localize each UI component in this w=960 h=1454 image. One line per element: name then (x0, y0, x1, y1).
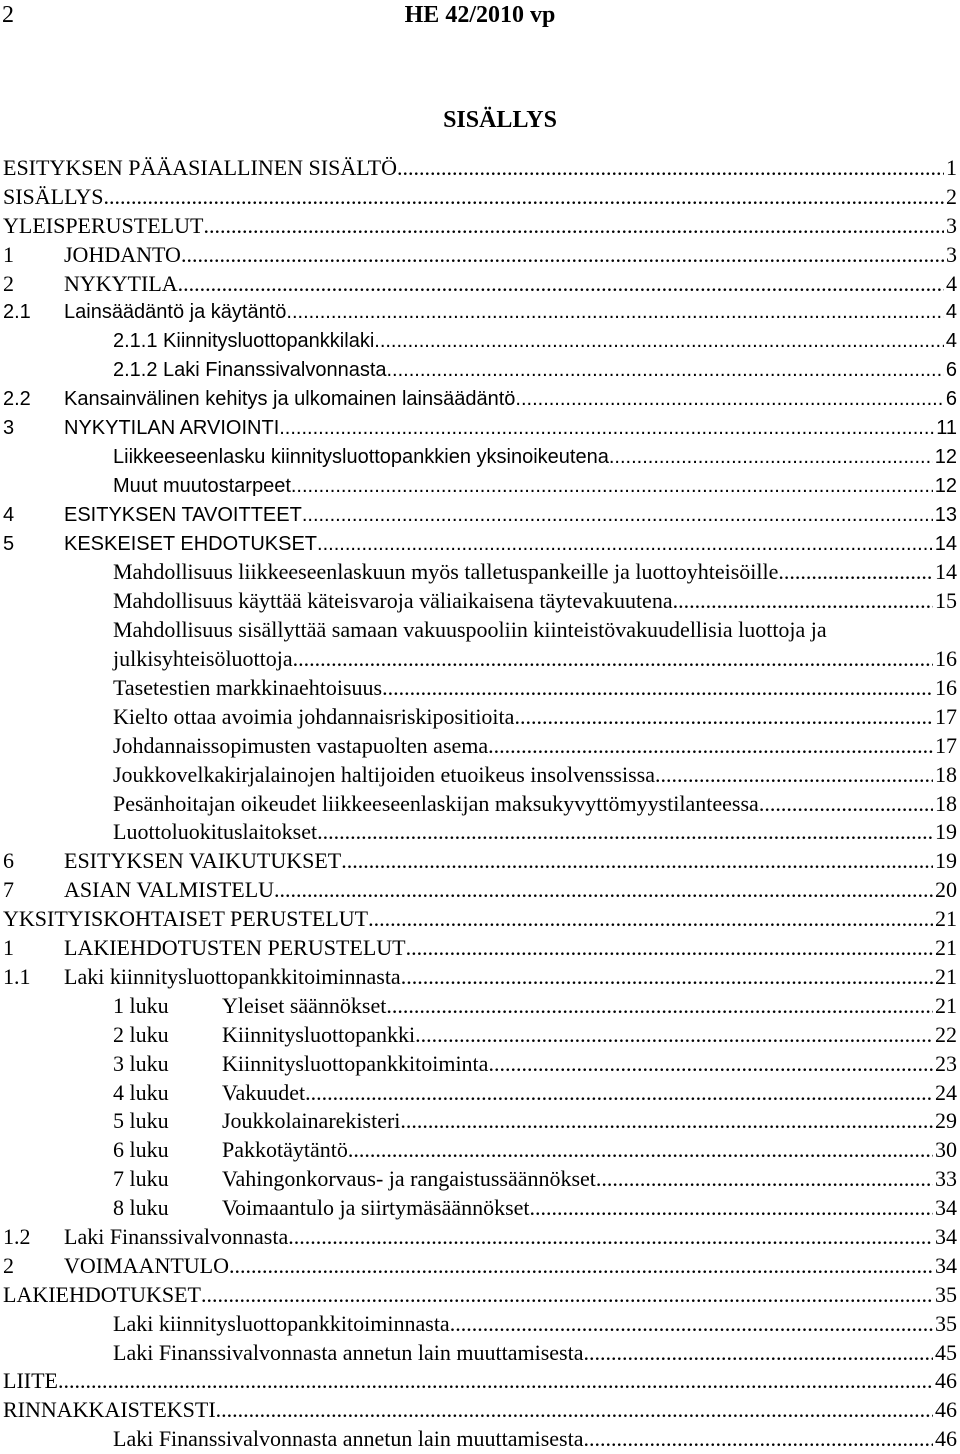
toc-entry-page: 18 (935, 761, 957, 787)
toc-entry[interactable] (0, 327, 960, 356)
toc-entry-title: Laki Finanssivalvonnasta (64, 1223, 289, 1249)
toc-entry-title: Pesänhoitajan oikeudet liikkeeseenlaskijan maksukyvyttömyystilanteessa (113, 790, 759, 816)
toc-entry-number: 2.2 (3, 388, 31, 411)
toc-entry-page: 34 (935, 1252, 957, 1278)
toc-entry[interactable] (0, 616, 960, 645)
toc-entry[interactable] (0, 154, 960, 183)
toc-entry[interactable] (0, 1396, 960, 1425)
toc-entry-number: 1 luku (113, 992, 169, 1018)
toc-entry-title: Voimaantulo ja siirtymäsäännökset (222, 1195, 530, 1221)
dot-leader (178, 270, 944, 299)
dot-leader (583, 1425, 933, 1454)
toc-entry-page: 2 (946, 183, 957, 209)
dot-leader (450, 1310, 933, 1339)
toc-entry-title: ASIAN VALMISTELU (64, 877, 275, 903)
toc-entry-page: 35 (935, 1281, 957, 1307)
toc-entry-title: 2.1.2 Laki Finanssivalvonnasta (113, 359, 387, 382)
toc-entry-number: 2 (3, 270, 14, 296)
dot-leader (317, 818, 933, 847)
dot-leader (374, 327, 944, 356)
dot-leader (386, 992, 933, 1021)
toc-entry-page: 21 (935, 963, 957, 989)
toc-entry-title: Laki Finanssivalvonnasta annetun lain muuttamisesta (113, 1426, 584, 1452)
dot-leader (759, 790, 933, 819)
toc-entry-page: 14 (934, 532, 957, 555)
toc-entry[interactable] (0, 1339, 960, 1368)
toc-entry-title: NYKYTILAN ARVIOINTI (64, 417, 280, 440)
toc-entry-page: 3 (946, 212, 957, 238)
toc-entry[interactable] (0, 847, 960, 876)
toc-entry-page: 3 (946, 241, 957, 267)
toc-entry-page: 19 (935, 819, 957, 845)
toc-entry[interactable] (0, 818, 960, 847)
toc-entry-title: Joukkolainarekisteri (222, 1108, 401, 1134)
toc-entry-number: 7 (3, 877, 14, 903)
toc-entry-title: Joukkovelkakirjalainojen haltijoiden etuoikeus insolvenssissa (113, 761, 655, 787)
dot-leader (596, 1165, 933, 1194)
toc-entry-number: 1 (3, 241, 14, 267)
toc-entry-title: Mahdollisuus liikkeeseenlaskuun myös talletuspankeille ja luottoyhteisöille (113, 559, 779, 585)
dot-leader (317, 530, 933, 559)
toc-entry[interactable] (0, 1050, 960, 1079)
toc-entry-page: 17 (935, 703, 957, 729)
dot-leader (348, 1136, 933, 1165)
toc-entry-page: 35 (935, 1310, 957, 1336)
toc-entry-title: YLEISPERUSTELUT (3, 212, 204, 238)
toc-entry-page: 45 (935, 1339, 957, 1365)
toc-entry-page: 4 (945, 330, 957, 353)
dot-leader (382, 674, 933, 703)
toc-entry[interactable] (0, 443, 960, 472)
toc-entry[interactable] (0, 414, 960, 443)
toc-entry-title: Pakkotäytäntö (222, 1137, 348, 1163)
toc-entry[interactable] (0, 761, 960, 790)
toc-entry-page: 15 (935, 588, 957, 614)
dot-leader (288, 1223, 933, 1252)
dot-leader (201, 1281, 933, 1310)
toc-entry-number: 8 luku (113, 1195, 169, 1221)
toc-entry-title: Tasetestien markkinaehtoisuus (113, 675, 383, 701)
toc-entry-page: 6 (945, 359, 957, 382)
toc-entry-page: 46 (935, 1368, 957, 1394)
toc-entry-page: 12 (934, 445, 957, 468)
toc-entry-page: 21 (935, 906, 957, 932)
toc-entry-number: 2 luku (113, 1021, 169, 1047)
dot-leader (401, 963, 933, 992)
toc-entry[interactable] (0, 876, 960, 905)
dot-leader (673, 587, 933, 616)
toc-entry-number: 1.1 (3, 963, 31, 989)
dot-leader (515, 385, 943, 414)
toc-entry-page: 21 (935, 992, 957, 1018)
toc-entry[interactable] (0, 385, 960, 414)
toc-entry-title: Laki kiinnitysluottopankkitoiminnasta (113, 1310, 450, 1336)
toc-entry-page: 12 (934, 474, 957, 497)
toc-entry-title: VOIMAANTULO (64, 1252, 229, 1278)
dot-leader (415, 1021, 933, 1050)
toc-entry-title: Muut muutostarpeet (113, 474, 291, 497)
toc-entry[interactable] (0, 587, 960, 616)
toc-entry-page: 19 (935, 848, 957, 874)
toc-entry-page: 20 (935, 877, 957, 903)
dot-leader (103, 183, 944, 212)
toc-entry[interactable] (0, 703, 960, 732)
dot-leader (302, 501, 933, 530)
dot-leader (229, 1252, 933, 1281)
toc-entry-number: 7 luku (113, 1166, 169, 1192)
toc-entry-title: Laki Finanssivalvonnasta annetun lain muuttamisesta (113, 1339, 584, 1365)
toc-entry-page: 13 (934, 503, 957, 526)
toc-entry-page: 11 (936, 417, 957, 440)
dot-leader (397, 154, 944, 183)
toc-entry-title: Johdannaissopimusten vastapuolten asema (113, 732, 489, 758)
toc-entry[interactable] (0, 183, 960, 212)
toc-entry[interactable] (0, 732, 960, 761)
toc-entry[interactable] (0, 472, 960, 501)
table-of-contents (0, 154, 960, 1454)
toc-entry-page: 22 (935, 1021, 957, 1047)
dot-leader (778, 558, 933, 587)
dot-leader (488, 1050, 933, 1079)
toc-entry[interactable] (0, 1021, 960, 1050)
dot-leader (514, 703, 933, 732)
toc-entry-title: JOHDANTO (64, 241, 181, 267)
dot-leader (181, 241, 944, 270)
toc-entry-number: 3 luku (113, 1050, 169, 1076)
toc-entry-page: 24 (935, 1079, 957, 1105)
toc-entry[interactable] (0, 298, 960, 327)
toc-entry-title: Lainsäädäntö ja käytäntö (64, 301, 287, 324)
toc-entry[interactable] (0, 934, 960, 963)
dot-leader (488, 732, 933, 761)
toc-entry[interactable] (0, 674, 960, 703)
toc-entry-number: 1.2 (3, 1223, 31, 1249)
toc-entry[interactable] (0, 270, 960, 299)
toc-entry-number: 6 luku (113, 1137, 169, 1163)
dot-leader (341, 847, 933, 876)
toc-entry-title: ESITYKSEN TAVOITTEET (64, 503, 302, 526)
toc-entry-number: 2.1 (3, 301, 31, 324)
toc-entry-number: 4 luku (113, 1079, 169, 1105)
toc-entry-page: 33 (935, 1166, 957, 1192)
dot-leader (609, 443, 933, 472)
toc-entry-number: 1 (3, 935, 14, 961)
toc-entry[interactable] (0, 501, 960, 530)
toc-entry-title: Kiinnitysluottopankkitoiminta (222, 1050, 489, 1076)
toc-entry[interactable] (0, 1281, 960, 1310)
toc-entry-number: 4 (3, 503, 15, 526)
dot-leader (387, 356, 944, 385)
toc-entry-page: 4 (945, 301, 957, 324)
toc-entry[interactable] (0, 1223, 960, 1252)
toc-entry-page: 16 (935, 646, 957, 672)
toc-entry-title: NYKYTILA (64, 270, 178, 296)
toc-entry-title: Mahdollisuus sisällyttää samaan vakuuspooliin kiinteistövakuudellisia luottoja ja (113, 617, 827, 643)
toc-entry-title: julkisyhteisöluottoja (113, 646, 293, 672)
toc-entry[interactable] (0, 1310, 960, 1339)
toc-entry-title: ESITYKSEN VAIKUTUKSET (64, 848, 342, 874)
toc-entry-title: RINNAKKAISTEKSTI (3, 1397, 216, 1423)
toc-entry-page: 23 (935, 1050, 957, 1076)
toc-entry[interactable] (0, 992, 960, 1021)
toc-title: SISÄLLYS (443, 107, 557, 133)
dot-leader (286, 298, 943, 327)
dot-leader (291, 472, 933, 501)
toc-entry-page: 34 (935, 1195, 957, 1221)
toc-entry-title: Kiinnitysluottopankki (222, 1021, 416, 1047)
toc-entry[interactable] (0, 1367, 960, 1396)
dot-leader (655, 761, 933, 790)
toc-entry[interactable] (0, 905, 960, 934)
toc-entry-number: 5 luku (113, 1108, 169, 1134)
toc-entry-number: 2 (3, 1252, 14, 1278)
toc-entry-title: Mahdollisuus käyttää käteisvaroja väliaikaisena täytevakuutena (113, 588, 673, 614)
toc-entry[interactable] (0, 1165, 960, 1194)
toc-entry[interactable] (0, 356, 960, 385)
toc-entry-page: 4 (946, 270, 957, 296)
toc-entry[interactable] (0, 1107, 960, 1136)
toc-entry-title: Luottoluokituslaitokset (113, 819, 318, 845)
toc-entry-page: 46 (935, 1426, 957, 1452)
toc-entry[interactable] (0, 1136, 960, 1165)
toc-entry-title: Yleiset säännökset (222, 992, 387, 1018)
dot-leader (293, 645, 933, 674)
toc-entry[interactable] (0, 241, 960, 270)
dot-leader (216, 1396, 933, 1425)
toc-entry-page: 17 (935, 732, 957, 758)
toc-entry[interactable] (0, 1079, 960, 1108)
toc-entry-number: 5 (3, 532, 15, 555)
toc-entry-title: Liikkeeseenlasku kiinnitysluottopankkien yksinoikeutena (113, 445, 609, 468)
toc-entry-title: SISÄLLYS (3, 183, 104, 209)
toc-entry-number: 3 (3, 417, 15, 440)
toc-entry[interactable] (0, 530, 960, 559)
toc-entry-page: 6 (945, 388, 957, 411)
toc-entry-page: 21 (935, 935, 957, 961)
toc-entry[interactable] (0, 212, 960, 241)
toc-entry[interactable] (0, 645, 960, 674)
document-id: HE 42/2010 vp (404, 2, 556, 28)
toc-entry-page: 29 (935, 1108, 957, 1134)
dot-leader (368, 905, 933, 934)
dot-leader (530, 1194, 933, 1223)
toc-entry[interactable] (0, 790, 960, 819)
toc-entry-title: Vahingonkorvaus- ja rangaistussäännökset (222, 1166, 596, 1192)
toc-entry-number: 6 (3, 848, 14, 874)
dot-leader (406, 934, 933, 963)
dot-leader (279, 414, 934, 443)
dot-leader (305, 1079, 933, 1108)
toc-entry[interactable] (0, 1252, 960, 1281)
toc-entry-page: 1 (946, 155, 957, 180)
toc-entry-title: 2.1.1 Kiinnitysluottopankkilaki (113, 330, 375, 353)
dot-leader (400, 1107, 933, 1136)
toc-entry[interactable] (0, 1194, 960, 1223)
dot-leader (583, 1339, 933, 1368)
toc-entry-page: 14 (935, 559, 957, 585)
toc-entry[interactable] (0, 1425, 960, 1454)
dot-leader (274, 876, 933, 905)
toc-entry[interactable] (0, 963, 960, 992)
toc-entry[interactable] (0, 558, 960, 587)
toc-entry-title: Vakuudet (222, 1079, 306, 1105)
toc-entry-title: KESKEISET EHDOTUKSET (64, 532, 318, 555)
dot-leader (203, 212, 944, 241)
toc-entry-page: 46 (935, 1397, 957, 1423)
toc-entry-title: YKSITYISKOHTAISET PERUSTELUT (3, 906, 369, 932)
toc-entry-title: Kansainvälinen kehitys ja ulkomainen lainsäädäntö (64, 388, 516, 411)
toc-entry-title: Kielto ottaa avoimia johdannaisriskipositioita (113, 703, 515, 729)
dot-leader (58, 1367, 933, 1396)
toc-entry-title: LIITE (3, 1368, 58, 1394)
toc-entry-title: LAKIEHDOTUKSET (3, 1281, 201, 1307)
toc-entry-title: ESITYKSEN PÄÄASIALLINEN SISÄLTÖ (3, 155, 397, 180)
toc-entry-page: 34 (935, 1223, 957, 1249)
toc-entry-page: 30 (935, 1137, 957, 1163)
toc-entry-title: Laki kiinnitysluottopankkitoiminnasta (64, 963, 401, 989)
toc-entry-page: 16 (935, 675, 957, 701)
page-number: 2 (2, 2, 14, 28)
toc-entry-title: LAKIEHDOTUSTEN PERUSTELUT (64, 935, 406, 961)
toc-entry-page: 18 (935, 790, 957, 816)
